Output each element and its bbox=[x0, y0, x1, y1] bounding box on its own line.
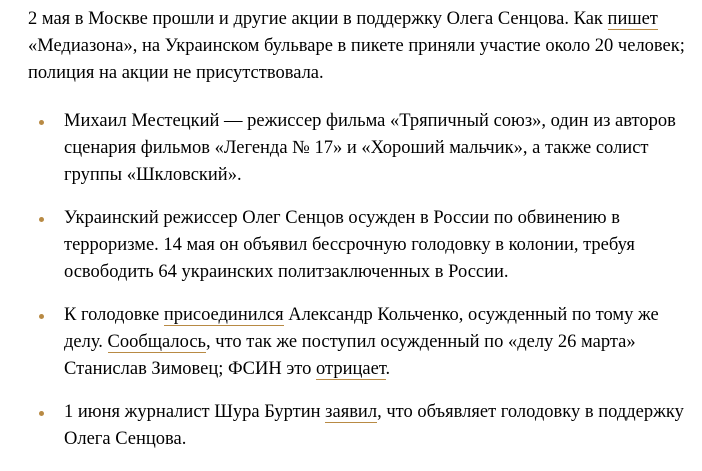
note-text-3: , что так же поступил осужденный по «делу 26 марта» Станислав Зимовец; ФСИН это bbox=[64, 332, 636, 379]
bullet-icon bbox=[39, 411, 44, 416]
note-text-2: Александр Кольченко, осужденный по тому же делу. bbox=[64, 305, 659, 352]
list-item bbox=[28, 108, 688, 189]
list-item bbox=[28, 205, 688, 286]
note-text-4: . bbox=[385, 359, 391, 379]
note-text: Михаил Местецкий — режиссер фильма «Тряпичный союз», один из авторов сценария фильмов «Легенда № 17» и «Хороший мальчик», а также солист группы «Шкловский». bbox=[64, 111, 676, 185]
bullet-icon bbox=[39, 120, 44, 125]
article-body bbox=[28, 6, 688, 469]
note-text: Украинский режиссер Олег Сенцов осужден в России по обвинению в терроризме. 14 мая он объявил бессрочную голодовку в колонии, требуя освободить 64 украинских политзаключенных в России. bbox=[64, 208, 635, 282]
note-text-2: , что объявляет голодовку в поддержку Олега Сенцова. bbox=[64, 402, 684, 449]
list-item bbox=[28, 399, 688, 453]
list-item bbox=[28, 302, 688, 383]
link-prisoedinilsya[interactable]: присоединился bbox=[163, 305, 284, 325]
link-zayavil[interactable]: заявил bbox=[325, 402, 378, 422]
intro-text-2: «Медиазона», на Украинском бульваре в пикете приняли участие около 20 человек; полиция на акции не присутствовала. bbox=[28, 36, 685, 83]
note-text-1: К голодовке bbox=[64, 305, 164, 325]
bullet-icon bbox=[39, 217, 44, 222]
note-text-1: 1 июня журналист Шура Буртин bbox=[64, 402, 326, 422]
link-pishet[interactable]: пишет bbox=[607, 9, 658, 29]
notes-list bbox=[28, 108, 688, 453]
intro-text-1: 2 мая в Москве прошли и другие акции в поддержку Олега Сенцова. Как bbox=[28, 9, 608, 29]
link-otritsaet[interactable]: отрицает bbox=[316, 359, 386, 379]
bullet-icon bbox=[39, 314, 44, 319]
intro-paragraph bbox=[28, 6, 688, 87]
link-soobshchalos[interactable]: Сообщалось bbox=[107, 332, 206, 352]
